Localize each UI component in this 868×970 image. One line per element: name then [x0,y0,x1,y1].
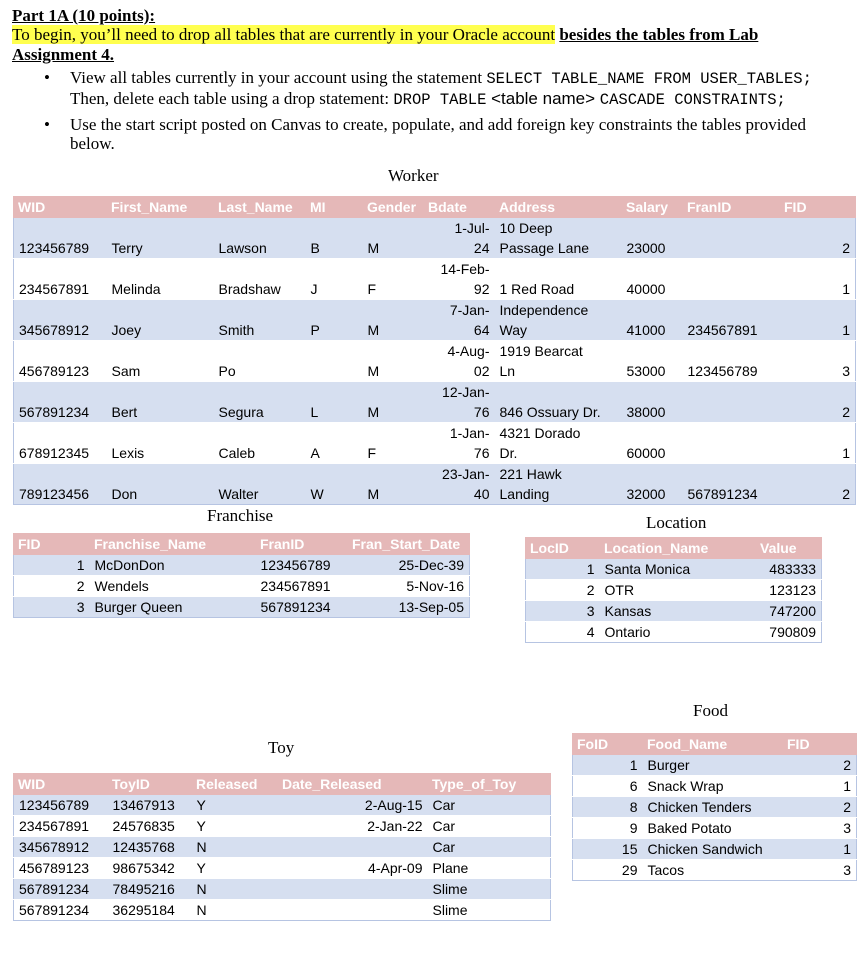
table-row [526,622,822,643]
table-cell: 6 [573,776,643,797]
table-cell: 2-Aug-15 [278,795,428,816]
table-cell: OTR [600,580,756,601]
table-cell: 9 [573,818,643,839]
salary-cell: 40000 [622,259,683,300]
table-cell: 123456789 [256,555,348,576]
table-cell: Car [428,837,551,858]
worker-table [13,196,856,505]
address-cell [495,259,622,300]
table-row [526,580,822,601]
mi-cell: A [306,423,363,464]
table-row [526,559,822,580]
table-row [14,900,551,921]
bdate-cell [424,259,495,300]
table-cell: 2 [14,576,90,597]
bdate-line: 1-Jan- [449,425,490,441]
intro-emphasis-1: besides the tables from Lab [559,25,759,44]
toy-table [13,773,551,921]
table-cell: 13467913 [108,795,192,816]
column-header: Food_Name [643,734,783,755]
table-cell: N [192,900,278,921]
address-cell [495,464,622,505]
address-cell [495,218,622,259]
address-line: Passage Lane [499,240,590,256]
column-header: WID [14,774,108,795]
salary-cell: 32000 [622,464,683,505]
address-line: 10 Deep [499,220,553,236]
table-cell: 456789123 [14,858,108,879]
table-cell: 123123 [756,580,822,601]
table-cell: 36295184 [108,900,192,921]
location-title: Location [646,513,707,532]
table-row [14,259,856,300]
table-cell: 4 [526,622,600,643]
first-name-cell: Terry [107,218,214,259]
table-cell: 4-Apr-09 [278,858,428,879]
column-header: Type_of_Toy [428,774,551,795]
toy-title: Toy [268,738,295,757]
salary-cell: 53000 [622,341,683,382]
table-row [14,382,856,423]
bdate-line: 24 [473,240,490,256]
salary-cell: 38000 [622,382,683,423]
table-cell: 24576835 [108,816,192,837]
table-row [573,860,857,881]
franchise-title: Franchise [207,506,274,525]
column-header: Value [756,538,822,559]
franid-cell: 234567891 [683,300,780,341]
address-line [500,259,617,279]
table-row [14,795,551,816]
address-line: Independence [499,302,589,318]
table-cell: 234567891 [14,816,108,837]
fid-cell: 1 [780,300,856,341]
bdate-cell [424,382,495,423]
column-header: LocID [526,538,600,559]
address-line: 1 Red Road [499,281,575,297]
mi-cell: L [306,382,363,423]
table-cell: 12435768 [108,837,192,858]
column-header: WID [14,197,107,218]
intro-emphasis-2: Assignment 4. [12,45,115,64]
table-row [14,218,856,259]
wid-cell: 234567891 [14,259,107,300]
table-cell: 567891234 [14,879,108,900]
column-header: Franchise_Name [90,534,256,555]
table-row [14,879,551,900]
salary-cell: 41000 [622,300,683,341]
last-name-cell: Lawson [214,218,306,259]
table-cell: Chicken Sandwich [643,839,783,860]
table-cell: Y [192,795,278,816]
column-header: Fran_Start_Date [348,534,470,555]
fid-cell: 1 [780,423,856,464]
table-cell: 3 [14,597,90,618]
table-cell: 13-Sep-05 [348,597,470,618]
table-cell: N [192,879,278,900]
wid-cell: 789123456 [14,464,107,505]
table-cell: 3 [783,860,857,881]
table-cell: Y [192,858,278,879]
table-row [14,555,470,576]
bdate-cell [424,341,495,382]
bdate-line: 76 [473,404,490,420]
bdate-line: 76 [473,445,490,461]
table-cell: Slime [428,900,551,921]
instruction-list [40,68,830,158]
table-cell: Car [428,816,551,837]
franchise-table [13,533,470,618]
first-name-cell: Bert [107,382,214,423]
table-cell: Tacos [643,860,783,881]
table-cell: Santa Monica [600,559,756,580]
table-cell: Burger [643,755,783,776]
sql-code: DROP TABLE [393,91,487,109]
address-line [500,382,617,402]
table-cell: 98675342 [108,858,192,879]
bdate-line: 02 [473,363,490,379]
instruction-text: Then, delete each table using a drop statement: [70,89,394,108]
franid-cell [683,382,780,423]
address-line: 4321 Dorado [499,425,581,441]
intro-highlight: To begin, you’ll need to drop all tables that are currently in your Oracle account [12,25,556,44]
column-header: FID [780,197,856,218]
bdate-line: 14-Feb- [440,261,490,277]
column-header: Address [495,197,622,218]
table-row [573,797,857,818]
food-table [572,733,857,881]
table-row [573,776,857,797]
table-cell: Chicken Tenders [643,797,783,818]
part-heading: Part 1A (10 points): [12,6,156,25]
table-row [573,755,857,776]
bdate-line: 23-Jan- [442,466,490,482]
table-cell: 345678912 [14,837,108,858]
table-cell: 3 [783,818,857,839]
wid-cell: 678912345 [14,423,107,464]
table-cell: 29 [573,860,643,881]
table-cell [278,837,428,858]
table-cell [278,900,428,921]
instruction-text: Use the start script posted on Canvas to create, populate, and add foreign key constraints the tables provided below. [70,115,806,153]
address-line: Dr. [499,445,518,461]
column-header: Date_Released [278,774,428,795]
franid-cell [683,423,780,464]
table-cell: Baked Potato [643,818,783,839]
wid-cell: 456789123 [14,341,107,382]
address-cell [495,341,622,382]
column-header: Salary [622,197,683,218]
table-cell: 567891234 [256,597,348,618]
franid-cell [683,218,780,259]
salary-cell: 23000 [622,218,683,259]
first-name-cell: Sam [107,341,214,382]
column-header: FranID [256,534,348,555]
last-name-cell: Segura [214,382,306,423]
franid-cell: 123456789 [683,341,780,382]
table-row [14,597,470,618]
table-cell: 2 [783,755,857,776]
column-header: Gender [363,197,424,218]
last-name-cell: Bradshaw [214,259,306,300]
instruction-text: <table name> [486,89,600,108]
address-line: Way [499,322,527,338]
column-header: Released [192,774,278,795]
table-cell: McDonDon [90,555,256,576]
bullet-icon: • [44,115,50,134]
bdate-cell [424,423,495,464]
address-line: Ln [499,363,516,379]
column-header: First_Name [107,197,214,218]
gender-cell: M [363,382,424,423]
fid-cell: 3 [780,341,856,382]
fid-cell: 1 [780,259,856,300]
table-cell: Wendels [90,576,256,597]
table-row [14,576,470,597]
bdate-cell [424,300,495,341]
table-cell: Car [428,795,551,816]
table-cell: 25-Dec-39 [348,555,470,576]
last-name-cell: Caleb [214,423,306,464]
table-cell: 747200 [756,601,822,622]
table-cell: Ontario [600,622,756,643]
table-cell: 3 [526,601,600,622]
first-name-cell: Lexis [107,423,214,464]
table-cell: 8 [573,797,643,818]
column-header: FID [783,734,857,755]
table-cell: Kansas [600,601,756,622]
bdate-line: 64 [473,322,490,338]
table-cell: Y [192,816,278,837]
sql-code: CASCADE CONSTRAINTS; [599,91,786,109]
column-header: MI [306,197,363,218]
bdate-cell [424,464,495,505]
first-name-cell: Joey [107,300,214,341]
table-cell: 1 [783,776,857,797]
table-cell: Plane [428,858,551,879]
table-row [573,839,857,860]
instruction-item [40,115,830,153]
address-line: 221 Hawk [499,466,562,482]
fid-cell: 2 [780,218,856,259]
table-row [526,601,822,622]
mi-cell: J [306,259,363,300]
table-cell: 483333 [756,559,822,580]
table-cell: 1 [783,839,857,860]
bdate-cell [424,218,495,259]
bdate-line: 40 [473,486,490,502]
table-cell: 15 [573,839,643,860]
column-header: Last_Name [214,197,306,218]
column-header: FoID [573,734,643,755]
table-row [14,837,551,858]
column-header: FranID [683,197,780,218]
column-header: FID [14,534,90,555]
wid-cell: 123456789 [14,218,107,259]
first-name-cell: Melinda [107,259,214,300]
fid-cell: 2 [780,382,856,423]
address-cell [495,423,622,464]
address-cell [495,300,622,341]
bdate-line: 1-Jul- [454,220,490,236]
table-cell: N [192,837,278,858]
last-name-cell: Walter [214,464,306,505]
table-cell: 234567891 [256,576,348,597]
table-cell: 790809 [756,622,822,643]
address-line: 846 Ossuary Dr. [499,404,601,420]
instruction-text: View all tables currently in your account using the statement [70,68,487,87]
table-cell: 78495216 [108,879,192,900]
first-name-cell: Don [107,464,214,505]
last-name-cell: Smith [214,300,306,341]
table-cell: 5-Nov-16 [348,576,470,597]
bdate-line: 92 [473,281,490,297]
mi-cell [306,341,363,382]
location-table [525,537,822,643]
table-row [14,423,856,464]
column-header: Location_Name [600,538,756,559]
table-cell: 1 [14,555,90,576]
table-cell: Burger Queen [90,597,256,618]
table-cell: 2 [526,580,600,601]
worker-title: Worker [388,166,439,185]
table-row [14,858,551,879]
mi-cell: P [306,300,363,341]
column-header: ToyID [108,774,192,795]
table-row [573,818,857,839]
franid-cell [683,259,780,300]
intro-paragraph [12,25,832,65]
bullet-icon: • [44,68,50,87]
bdate-line: 7-Jan- [449,302,490,318]
table-cell [278,879,428,900]
last-name-cell: Po [214,341,306,382]
table-cell: 1 [526,559,600,580]
gender-cell: M [363,300,424,341]
fid-cell: 2 [780,464,856,505]
column-header: Bdate [424,197,495,218]
wid-cell: 345678912 [14,300,107,341]
gender-cell: M [363,341,424,382]
table-cell: 1 [573,755,643,776]
table-cell: 123456789 [14,795,108,816]
address-line: 1919 Bearcat [499,343,583,359]
bdate-line: 4-Aug- [447,343,490,359]
table-row [14,816,551,837]
sql-code: SELECT TABLE_NAME FROM USER_TABLES; [486,70,812,88]
table-cell: Slime [428,879,551,900]
table-cell: 567891234 [14,900,108,921]
bdate-line: 12-Jan- [442,384,490,400]
table-cell: 2 [783,797,857,818]
instruction-item [40,68,830,110]
franid-cell: 567891234 [683,464,780,505]
gender-cell: M [363,464,424,505]
gender-cell: M [363,218,424,259]
table-cell: 2-Jan-22 [278,816,428,837]
table-row [14,300,856,341]
food-title: Food [693,701,728,720]
wid-cell: 567891234 [14,382,107,423]
table-row [14,341,856,382]
gender-cell: F [363,423,424,464]
mi-cell: B [306,218,363,259]
table-cell: Snack Wrap [643,776,783,797]
gender-cell: F [363,259,424,300]
address-cell [495,382,622,423]
salary-cell: 60000 [622,423,683,464]
mi-cell: W [306,464,363,505]
table-row [14,464,856,505]
address-line: Landing [499,486,550,502]
